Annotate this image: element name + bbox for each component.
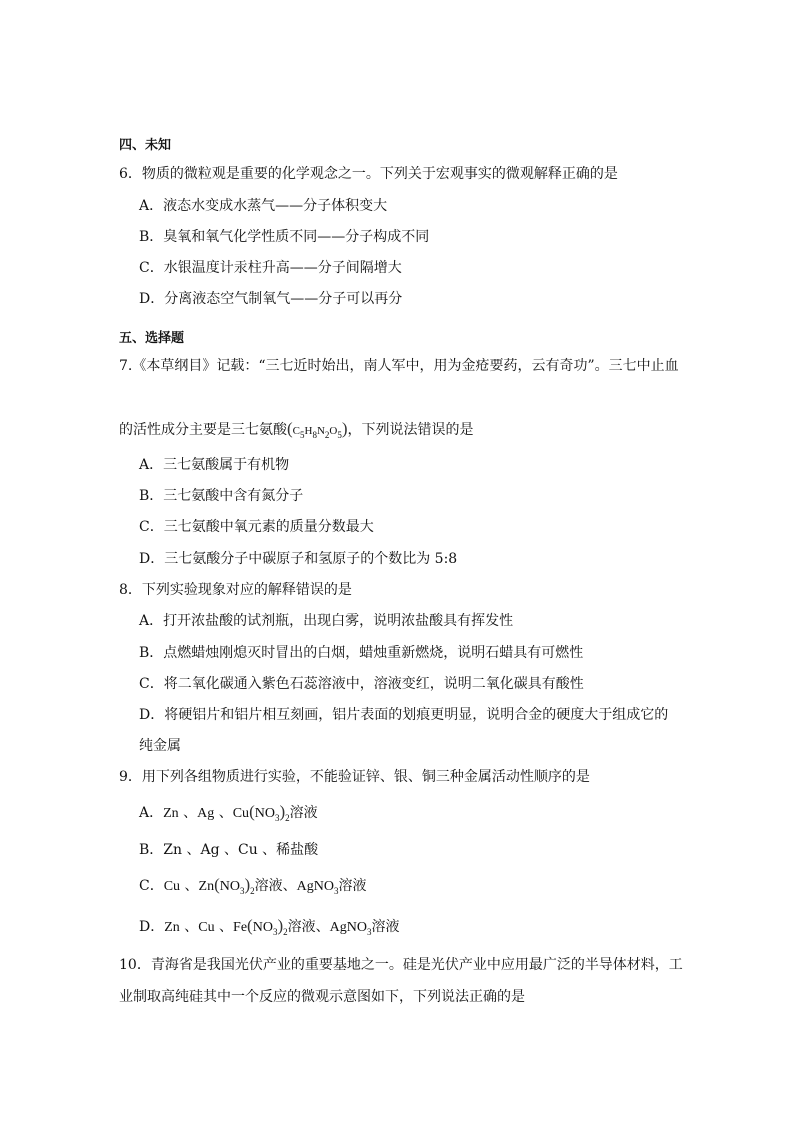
option-c-agsub: 3 <box>334 886 339 896</box>
question-8-stem: 8．下列实验现象对应的解释错误的是 <box>119 582 352 598</box>
formula-h-sub: 8 <box>312 430 317 440</box>
option-a-sub3: 3 <box>274 813 280 823</box>
paren-close: ) <box>341 419 348 438</box>
question-8-option-c: C．将二氧化碳通入紫色石蕊溶液中，溶液变红，说明二氧化碳具有酸性 <box>139 676 584 692</box>
question-7-stem-tail: ，下列说法错误的是 <box>347 422 474 438</box>
question-6-stem: 6．物质的微粒观是重要的化学观念之一。下列关于宏观事实的微观解释正确的是 <box>119 166 618 182</box>
question-10-stem-line1: 10．青海省是我国光伏产业的重要基地之一。硅是光伏产业中应用最广泛的半导体材料，工 <box>119 957 683 973</box>
question-6-option-a: A．液态水变成水蒸气——分子体积变大 <box>139 198 388 214</box>
option-d-label: D． <box>139 919 165 935</box>
formula-o: O <box>329 425 338 437</box>
option-c-suffix: 溶液 <box>338 878 367 894</box>
question-6-option-c: C．水银温度计汞柱升高——分子间隔增大 <box>139 260 402 276</box>
question-7-stem-line2 <box>119 420 474 440</box>
option-c-sub2: 2 <box>250 886 255 896</box>
formula-c-sub: 5 <box>300 430 305 440</box>
option-a-sub2: 2 <box>285 813 290 823</box>
option-a-paren-open: ( <box>249 802 255 821</box>
question-7-stem-line1: 7.《本草纲目》记载：“三七近时始出，南人军中，用为金疮要药，云有奇功”。三七中止血 <box>119 358 679 374</box>
option-d-suffix: 溶液 <box>371 919 400 935</box>
option-a-no3: NO <box>254 806 275 821</box>
option-d-agno: AgNO <box>329 920 367 935</box>
option-a-suffix: 溶液 <box>289 805 318 821</box>
section-heading-unknown: 四、未知 <box>119 138 172 153</box>
question-8-option-d: D．将硬铝片和铝片相互刻画，铝片表面的划痕更明显，说明合金的硬度大于组成它的 <box>139 707 669 723</box>
formula-h: H <box>304 425 313 437</box>
question-7-option-a: A．三七氨酸属于有机物 <box>139 457 290 473</box>
question-9-option-a: A．Zn 、Ag 、$Cu(NO_3)_2$溶液 <box>139 802 318 823</box>
option-a-zn: Zn <box>163 806 179 821</box>
option-c-zn: Zn <box>198 879 215 894</box>
option-c-mid: 溶液、 <box>254 878 297 894</box>
option-d-no3: NO <box>252 920 273 935</box>
formula-n-sub: 2 <box>324 430 330 440</box>
option-c-cu: Cu <box>163 879 181 894</box>
option-d-mid: 溶液、 <box>287 919 330 935</box>
question-9-stem: 9．用下列各组物质进行实验，不能验证锌、银、铜三种金属活动性顺序的是 <box>119 769 590 785</box>
option-d-fe: Fe <box>233 920 248 935</box>
formula-n: N <box>316 425 325 437</box>
option-d-sub2: 2 <box>283 927 288 937</box>
option-c-agno: AgNO <box>296 879 334 894</box>
option-c-paren-close: ) <box>244 875 251 894</box>
option-d-paren-open: ( <box>247 916 253 935</box>
option-c-no3: NO <box>219 879 240 894</box>
section-heading-choice: 五、选择题 <box>119 331 185 346</box>
option-d-agsub: 3 <box>366 927 372 937</box>
question-7-option-c: C．三七氨酸中氧元素的质量分数最大 <box>139 519 374 535</box>
question-6-option-b: B．臭氧和氧气化学性质不同——分子构成不同 <box>139 229 430 245</box>
question-8-option-a: A．打开浓盐酸的试剂瓶，出现白雾，说明浓盐酸具有挥发性 <box>139 613 514 629</box>
option-d-zn: Zn <box>164 920 180 935</box>
option-a-label: A． <box>139 805 164 821</box>
option-d-paren-close: ) <box>277 916 284 935</box>
option-c-paren-open: ( <box>214 875 220 894</box>
formula-o-sub: 5 <box>337 430 342 440</box>
option-a-cu: Cu <box>232 806 250 821</box>
option-a-paren-close: ) <box>279 802 286 821</box>
question-9-option-d: D．Zn 、Cu 、$Fe(NO_3)_2$溶液、AgNO$_3$溶液 <box>139 916 400 937</box>
question-7-stem-text: 的活性成分主要是三七氨酸 <box>119 422 287 438</box>
option-d-cu: Cu <box>198 920 215 935</box>
question-7-option-b: B．三七氨酸中含有氮分子 <box>139 488 304 504</box>
question-9-option-c: C．Cu 、$Zn(NO_3)_2$溶液、AgNO$_3$溶液 <box>139 875 367 896</box>
paren-open: ( <box>287 419 293 438</box>
option-c-sub3: 3 <box>239 886 245 896</box>
option-d-sub3: 3 <box>272 927 278 937</box>
question-6-option-d: D．分离液态空气制氧气——分子可以再分 <box>139 291 403 307</box>
option-c-label: C． <box>139 878 164 894</box>
question-8-option-b: B．点燃蜡烛刚熄灭时冒出的白烟，蜡烛重新燃烧，说明石蜡具有可燃性 <box>139 645 584 661</box>
question-9-option-b: B．Zn 、Ag 、Cu 、稀盐酸 <box>139 842 319 858</box>
question-7-option-d: D．三七氨酸分子中碳原子和氢原子的个数比为 5:8 <box>139 551 458 567</box>
option-a-ag: Ag <box>197 806 215 821</box>
question-10-stem-line2: 业制取高纯硅其中一个反应的微观示意图如下，下列说法正确的是 <box>119 989 525 1005</box>
question-8-option-d-continued: 纯金属 <box>139 738 181 754</box>
formula-c: C <box>292 425 301 437</box>
